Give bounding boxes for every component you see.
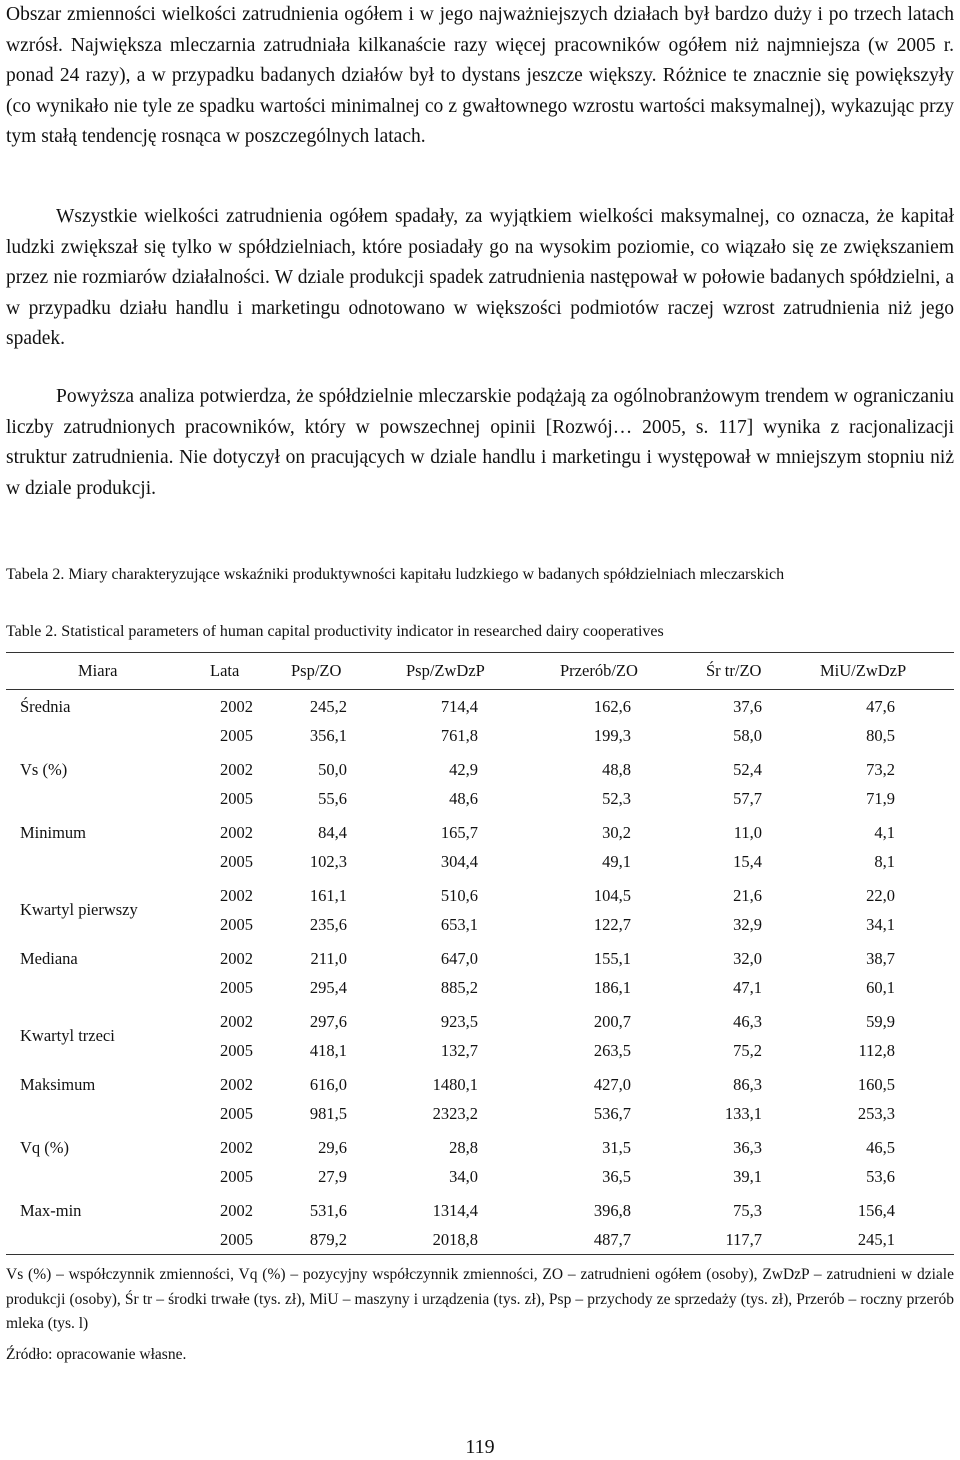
cell-sr-tr-zo: 57,7 <box>733 788 762 808</box>
cell-year: 2002 <box>220 697 253 716</box>
table-bottom-rule <box>6 1254 954 1255</box>
table-caption-en: Table 2. Statistical parameters of human capital productivity indicator in researched dairy cooperatives <box>6 623 664 640</box>
cell-sr-tr-zo: 11,0 <box>733 823 762 842</box>
cell-przerob-zo: 263,5 <box>593 1040 631 1060</box>
cell-sr-tr-zo: 133,1 <box>724 1103 762 1123</box>
header-sr-tr-zo: Śr tr/ZO <box>706 661 762 680</box>
cell-psp-zo: 981,5 <box>309 1103 347 1123</box>
cell-sr-tr-zo: 46,3 <box>733 1012 762 1031</box>
cell-przerob-zo: 199,3 <box>593 725 631 745</box>
cell-psp-zo: 235,6 <box>309 914 347 934</box>
cell-miu-zwdzp: 22,0 <box>866 886 895 905</box>
cell-year: 2002 <box>220 823 253 842</box>
row-label: Mediana <box>20 949 78 968</box>
cell-psp-zwdzp: 1480,1 <box>432 1075 478 1094</box>
cell-sr-tr-zo: 47,1 <box>733 977 762 997</box>
cell-psp-zo: 211,0 <box>310 949 347 968</box>
paragraph-3: Powyższa analiza potwierdza, że spółdzielnie mleczarskie podążają za ogólnobranżowym trendem w ograniczaniu liczby zatrudnionych pracowników, który w powszechnej opinii [Rozwój… 2005, s. 117] wynika z racjonalizacji struktur zatrudnienia. Nie dotyczył on pracujących w dziale handlu i marketingu i występował w mniejszym stopniu niż w dziale produkcji. <box>6 386 954 499</box>
cell-sr-tr-zo: 117,7 <box>725 1229 762 1249</box>
cell-przerob-zo: 396,8 <box>593 1201 631 1220</box>
row-label: Vs (%) <box>20 760 68 779</box>
row-label: Vq (%) <box>20 1138 70 1157</box>
cell-miu-zwdzp: 73,2 <box>866 760 895 779</box>
header-miara: Miara <box>78 661 118 680</box>
cell-miu-zwdzp: 53,6 <box>866 1166 895 1186</box>
cell-przerob-zo: 52,3 <box>602 788 631 808</box>
cell-psp-zwdzp: 510,6 <box>440 886 478 905</box>
cell-year: 2005 <box>220 914 253 934</box>
header-psp-zo: Psp/ZO <box>291 661 342 680</box>
cell-psp-zo: 356,1 <box>309 725 347 745</box>
cell-sr-tr-zo: 21,6 <box>733 886 762 905</box>
cell-psp-zo: 161,1 <box>309 886 347 905</box>
cell-year: 2005 <box>220 977 253 997</box>
cell-psp-zo: 879,2 <box>309 1229 347 1249</box>
cell-miu-zwdzp: 47,6 <box>866 697 895 716</box>
cell-przerob-zo: 200,7 <box>593 1012 631 1031</box>
cell-sr-tr-zo: 32,9 <box>733 914 762 934</box>
cell-miu-zwdzp: 160,5 <box>857 1075 895 1094</box>
cell-year: 2002 <box>220 1075 253 1094</box>
paragraph-2: Wszystkie wielkości zatrudnienia ogółem spadały, za wyjątkiem wielkości maksymalnej, co oznacza, że kapitał ludzki zwiększał się tylko w spółdzielniach, które posiadały go na wysokim poziomie, co wiązało się ze zwiększaniem przez nie rozmiarów działalności. W dziale produkcji spadek zatrudnienia następował w połowie badanych spółdzielni, a w przypadku działu handlu i marketingu odnotowano w większości podmiotów raczej wzrost zatrudnienia niż jego spadek. <box>6 206 954 349</box>
cell-psp-zo: 27,9 <box>318 1166 347 1186</box>
header-lata: Lata <box>210 661 240 680</box>
cell-year: 2005 <box>220 1103 253 1123</box>
cell-psp-zo: 84,4 <box>318 823 347 842</box>
cell-psp-zwdzp: 28,8 <box>449 1138 478 1157</box>
cell-psp-zo: 616,0 <box>309 1075 347 1094</box>
cell-year: 2002 <box>220 1012 253 1031</box>
cell-year: 2005 <box>220 1229 253 1249</box>
cell-year: 2005 <box>220 1166 253 1186</box>
cell-year: 2002 <box>220 760 253 779</box>
cell-przerob-zo: 122,7 <box>593 914 631 934</box>
cell-miu-zwdzp: 156,4 <box>857 1201 895 1220</box>
header-przerob-zo: Przerób/ZO <box>560 661 638 680</box>
cell-year: 2002 <box>220 1138 253 1157</box>
cell-miu-zwdzp: 34,1 <box>866 914 895 934</box>
cell-psp-zo: 102,3 <box>309 851 347 871</box>
cell-psp-zwdzp: 42,9 <box>449 760 478 779</box>
cell-przerob-zo: 104,5 <box>593 886 631 905</box>
cell-sr-tr-zo: 86,3 <box>733 1075 762 1094</box>
cell-przerob-zo: 162,6 <box>593 697 631 716</box>
cell-przerob-zo: 49,1 <box>602 851 631 871</box>
row-label: Maksimum <box>20 1075 96 1094</box>
cell-sr-tr-zo: 39,1 <box>733 1166 762 1186</box>
cell-sr-tr-zo: 52,4 <box>733 760 762 779</box>
row-label: Max-min <box>20 1201 82 1220</box>
cell-psp-zwdzp: 132,7 <box>440 1040 478 1060</box>
cell-psp-zwdzp: 761,8 <box>440 725 478 745</box>
cell-psp-zwdzp: 165,7 <box>440 823 478 842</box>
table-note: Vs (%) – współczynnik zmienności, Vq (%) – pozycyjny współczynnik zmienności, ZO – zatrudnieni ogółem (osoby), ZwDzP – zatrudnieni w dziale produkcji (osoby), Śr tr – środki trwałe (tys. zł), MiU – maszyny i urządzenia (tys. zł), Psp – przychody ze sprzedaży (tys. zł), Przerób – roczny przerób mleka (tys. l) <box>6 1266 954 1332</box>
cell-psp-zo: 245,2 <box>309 697 347 716</box>
cell-miu-zwdzp: 71,9 <box>866 788 895 808</box>
cell-psp-zo: 29,6 <box>318 1138 347 1157</box>
cell-przerob-zo: 186,1 <box>593 977 631 997</box>
cell-miu-zwdzp: 59,9 <box>866 1012 895 1031</box>
cell-year: 2005 <box>220 1040 253 1060</box>
row-label: Średnia <box>20 697 71 716</box>
cell-miu-zwdzp: 38,7 <box>866 949 895 968</box>
cell-sr-tr-zo: 75,3 <box>733 1201 762 1220</box>
cell-psp-zwdzp: 885,2 <box>440 977 478 997</box>
cell-miu-zwdzp: 253,3 <box>857 1103 895 1123</box>
cell-psp-zo: 297,6 <box>309 1012 347 1031</box>
cell-miu-zwdzp: 4,1 <box>874 823 895 842</box>
page-number: 119 <box>465 1436 495 1458</box>
cell-psp-zwdzp: 923,5 <box>440 1012 478 1031</box>
cell-year: 2002 <box>220 949 253 968</box>
row-label: Minimum <box>20 823 87 842</box>
table-caption-pl: Tabela 2. Miary charakteryzujące wskaźniki produktywności kapitału ludzkiego w badanych spółdzielniach mleczarskich <box>6 566 785 583</box>
cell-psp-zo: 50,0 <box>318 760 347 779</box>
cell-psp-zwdzp: 1314,4 <box>432 1201 478 1220</box>
cell-psp-zo: 418,1 <box>309 1040 347 1060</box>
table-top-rule <box>6 652 954 653</box>
cell-psp-zwdzp: 2323,2 <box>432 1103 478 1123</box>
cell-przerob-zo: 427,0 <box>593 1075 631 1094</box>
row-label: Kwartyl pierwszy <box>20 900 138 920</box>
cell-year: 2005 <box>220 788 253 808</box>
paragraph-1: Obszar zmienności wielkości zatrudnienia ogółem i w jego najważniejszych działach był bardzo duży i po trzech latach wzrósł. Największa mleczarnia zatrudniała kilkanaście razy więcej pracowników ogółem niż najmniejsza (w 2005 r. ponad 24 razy), a w przypadku badanych działów był to dystans jeszcze większy. Różnice te znacznie się powiększyły (co wynikało nie tyle ze spadku wartości minimalnej co z gwałtownego wzrostu wartości maksymalnej), wykazując przy tym stałą tendencję rosnąca w poszczególnych latach. <box>6 4 954 147</box>
cell-przerob-zo: 48,8 <box>602 760 631 779</box>
cell-przerob-zo: 30,2 <box>602 823 631 842</box>
cell-miu-zwdzp: 60,1 <box>866 977 895 997</box>
cell-psp-zwdzp: 2018,8 <box>432 1229 478 1249</box>
header-psp-zwdzp: Psp/ZwDzP <box>406 661 485 680</box>
table-header-rule <box>6 689 954 690</box>
cell-przerob-zo: 536,7 <box>593 1103 631 1123</box>
cell-sr-tr-zo: 36,3 <box>733 1138 762 1157</box>
cell-sr-tr-zo: 15,4 <box>733 851 762 871</box>
cell-psp-zwdzp: 653,1 <box>440 914 478 934</box>
cell-year: 2005 <box>220 725 253 745</box>
cell-przerob-zo: 155,1 <box>593 949 631 968</box>
cell-miu-zwdzp: 8,1 <box>874 851 895 871</box>
cell-year: 2002 <box>220 886 253 905</box>
cell-psp-zo: 531,6 <box>309 1201 347 1220</box>
cell-psp-zwdzp: 48,6 <box>449 788 478 808</box>
cell-miu-zwdzp: 80,5 <box>866 725 895 745</box>
cell-sr-tr-zo: 58,0 <box>733 725 762 745</box>
cell-psp-zo: 55,6 <box>318 788 347 808</box>
cell-sr-tr-zo: 32,0 <box>733 949 762 968</box>
cell-psp-zwdzp: 304,4 <box>440 851 478 871</box>
cell-miu-zwdzp: 112,8 <box>858 1040 895 1060</box>
cell-sr-tr-zo: 37,6 <box>733 697 762 716</box>
cell-psp-zo: 295,4 <box>309 977 347 997</box>
cell-year: 2002 <box>220 1201 253 1220</box>
source-line: Źródło: opracowanie własne. <box>6 1346 187 1363</box>
cell-psp-zwdzp: 714,4 <box>440 697 478 716</box>
row-label: Kwartyl trzeci <box>20 1026 115 1046</box>
cell-przerob-zo: 487,7 <box>593 1229 631 1249</box>
cell-przerob-zo: 36,5 <box>602 1166 631 1186</box>
cell-miu-zwdzp: 46,5 <box>866 1138 895 1157</box>
header-miu-zwdzp: MiU/ZwDzP <box>820 661 907 680</box>
cell-sr-tr-zo: 75,2 <box>733 1040 762 1060</box>
cell-miu-zwdzp: 245,1 <box>857 1229 895 1249</box>
cell-przerob-zo: 31,5 <box>602 1138 631 1157</box>
cell-psp-zwdzp: 34,0 <box>449 1166 478 1186</box>
cell-psp-zwdzp: 647,0 <box>440 949 478 968</box>
cell-year: 2005 <box>220 851 253 871</box>
